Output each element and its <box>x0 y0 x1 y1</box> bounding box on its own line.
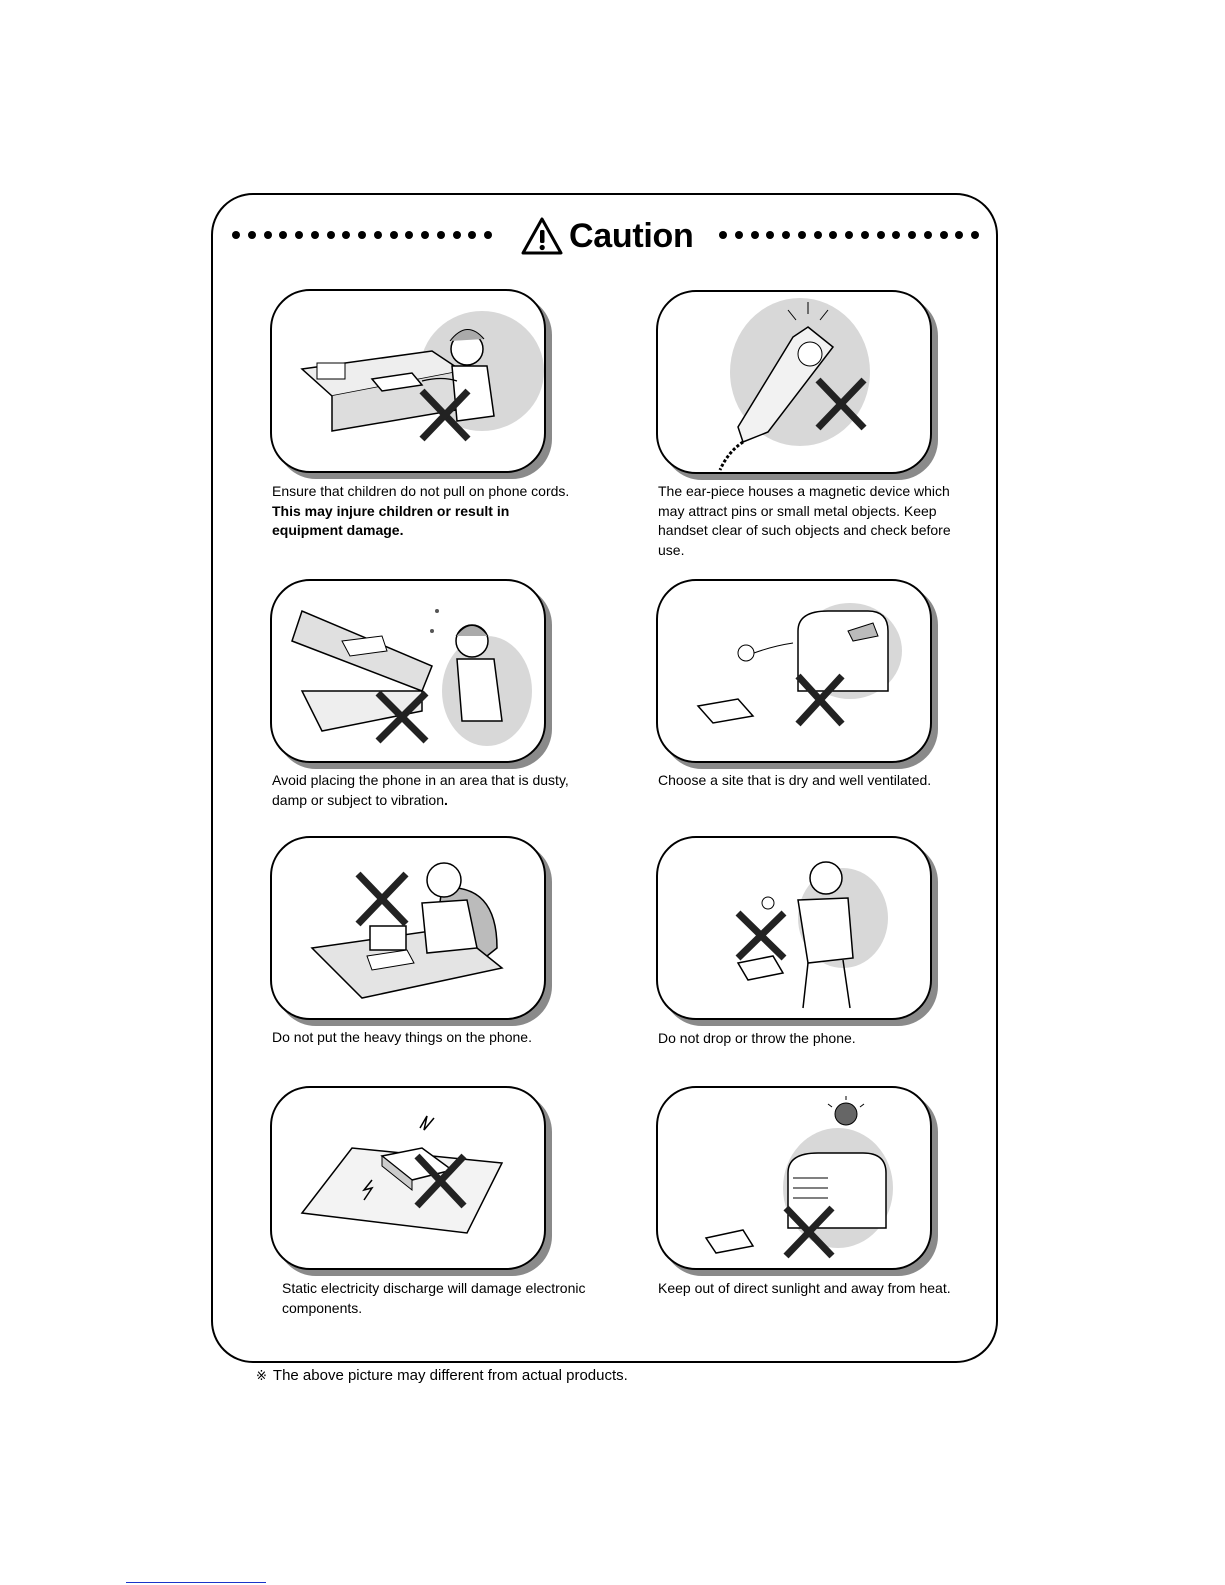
rule-dot <box>908 231 916 239</box>
rule-dot <box>358 231 366 239</box>
rule-dot <box>924 231 932 239</box>
rule-dot <box>814 231 822 239</box>
rule-dot <box>484 231 492 239</box>
rule-dot <box>877 231 885 239</box>
reference-mark-icon: ※ <box>256 1368 267 1383</box>
rule-dot <box>782 231 790 239</box>
caption-heavy-things: Do not put the heavy things on the phone. <box>272 1029 532 1045</box>
caption-dusty-damp: Avoid placing the phone in an area that is dusty, damp or subject to vibration. <box>272 772 569 808</box>
caption-children-cord: Ensure that children do not pull on phone cords. This may injure children or result in equipment damage. <box>272 483 570 538</box>
page-title: Caution <box>569 217 694 255</box>
rule-dot <box>766 231 774 239</box>
panel-dusty-damp <box>270 579 556 771</box>
panel-children-cord <box>270 289 556 481</box>
rule-dot <box>311 231 319 239</box>
heavy-things-illustration <box>272 838 544 1018</box>
sunlight-heat-illustration <box>658 1088 930 1268</box>
rule-dot <box>971 231 979 239</box>
drop-throw-illustration <box>658 838 930 1018</box>
rule-dot <box>279 231 287 239</box>
rule-dot <box>829 231 837 239</box>
footnote <box>256 1367 628 1384</box>
panel-static-electricity <box>270 1086 556 1278</box>
magnetic-earpiece-illustration <box>658 292 930 472</box>
rule-dot <box>861 231 869 239</box>
page-bottom-rule <box>126 1582 266 1583</box>
dry-ventilated-illustration <box>658 581 930 761</box>
left-dotted-rule <box>232 231 492 243</box>
caption-sunlight-heat: Keep out of direct sunlight and away from heat. <box>658 1280 951 1296</box>
rule-dot <box>437 231 445 239</box>
rule-dot <box>342 231 350 239</box>
rule-dot <box>468 231 476 239</box>
panel-dry-ventilated <box>656 579 942 771</box>
rule-dot <box>940 231 948 239</box>
caption-dry-ventilated: Choose a site that is dry and well ventilated. <box>658 772 932 788</box>
panel-drop-throw <box>656 836 942 1028</box>
rule-dot <box>751 231 759 239</box>
rule-dot <box>798 231 806 239</box>
rule-dot <box>264 231 272 239</box>
rule-dot <box>374 231 382 239</box>
rule-dot <box>248 231 256 239</box>
footnote-text: The above picture may different from actual products. <box>272 1367 628 1384</box>
caution-heading <box>521 215 693 257</box>
rule-dot <box>955 231 963 239</box>
panel-magnetic-earpiece <box>656 290 942 482</box>
rule-dot <box>295 231 303 239</box>
rule-dot <box>845 231 853 239</box>
caption-magnetic-earpiece: The ear-piece houses a magnetic device which may attract pins or small metal objects. Keep handset clear of such objects and check before use. <box>658 483 951 558</box>
warning-triangle-icon <box>521 216 563 256</box>
caption-static-electricity: Static electricity discharge will damage electronic components. <box>282 1280 586 1316</box>
rule-dot <box>892 231 900 239</box>
static-electricity-illustration <box>272 1088 544 1268</box>
children-cord-illustration <box>272 291 544 471</box>
panel-heavy-things <box>270 836 556 1028</box>
rule-dot <box>453 231 461 239</box>
caption-drop-throw: Do not drop or throw the phone. <box>658 1030 856 1046</box>
dusty-damp-illustration <box>272 581 544 761</box>
rule-dot <box>327 231 335 239</box>
rule-dot <box>390 231 398 239</box>
rule-dot <box>405 231 413 239</box>
right-dotted-rule <box>719 231 979 243</box>
rule-dot <box>719 231 727 239</box>
rule-dot <box>421 231 429 239</box>
panel-sunlight-heat <box>656 1086 942 1278</box>
rule-dot <box>232 231 240 239</box>
rule-dot <box>735 231 743 239</box>
